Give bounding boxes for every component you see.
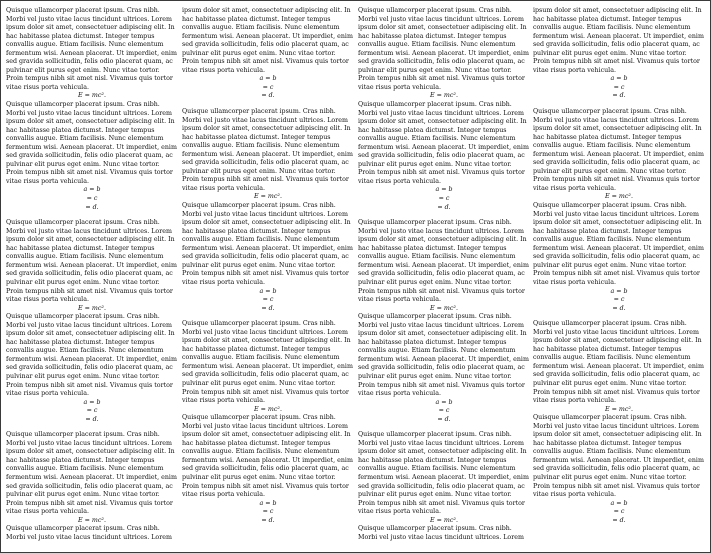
text-column-1 — [6, 7, 178, 547]
equation-line: = d. — [612, 516, 626, 524]
equation-line: E = mc². — [254, 405, 282, 413]
equation-line: = d. — [85, 203, 99, 211]
paragraph: ipsum dolor sit amet, consectetuer adipiscing elit. In hac habitasse platea dictumst. Integer tempus convallis augue. Etiam facilisis. Nunc elementum fermentum wisi. Aenean placerat. Ut imperdiet, enim sed gravida sollicitudin, felis odio placerat quam, ac pulvinar elit purus eget enim. Nunc vitae tortor. Proin tempus nibh sit amet nisl. Vivamus quis tortor vitae risus porta vehicula. — [533, 7, 704, 74]
paragraph: Quisque ullamcorper placerat ipsum. Cras nibh. Morbi vel justo vitae lacus tincidunt ultrices. Lorem ipsum dolor sit amet, consectetuer adipiscing elit. In hac habitasse platea dictumst. Integer tempus convallis augue. Etiam facilisis. Nunc elementum fermentum wisi. Aenean placerat. Ut imperdiet, enim sed gravida sollicitudin, felis odio placerat quam, ac pulvinar elit purus eget enim. Nunc vitae tortor. Proin tempus nibh sit amet nisl. Vivamus quis tortor vitae risus porta vehicula. — [358, 101, 529, 185]
equation-line: = c — [613, 296, 625, 304]
equation-line: E = mc². — [254, 193, 282, 201]
paragraph: Quisque ullamcorper placerat ipsum. Cras nibh. Morbi vel justo vitae lacus tincidunt ultrices. Lorem ipsum dolor sit amet, consectetuer adipiscing elit. In hac habitasse platea dictumst. Integer tempus convallis augue. Etiam facilisis. Nunc elementum fermentum wisi. Aenean placerat. Ut imperdiet, enim sed gravida sollicitudin, felis odio placerat quam, ac pulvinar elit purus eget enim. Nunc vitae tortor. Proin tempus nibh sit amet nisl. Vivamus quis tortor vitae risus porta vehicula. — [358, 219, 529, 304]
paragraph-gap — [358, 424, 530, 431]
paragraph: Quisque ullamcorper placerat ipsum. Cras nibh. Morbi vel justo vitae lacus tincidunt ultrices. Lorem ipsum dolor sit amet, consectetuer adipiscing elit. In hac habitasse platea dictumst. Integer tempus convallis augue. Etiam facilisis. Nunc elementum fermentum wisi. Aenean placerat. Ut imperdiet, enim sed gravida sollicitudin, felis odio placerat quam, ac pulvinar elit purus eget enim. Nunc vitae tortor. Proin tempus nibh sit amet nisl. Vivamus quis tortor vitae risus porta vehicula. — [6, 7, 177, 91]
equation-line: = c — [262, 83, 274, 91]
equation-line: E = mc². — [605, 193, 633, 201]
paragraph-gap — [533, 101, 705, 108]
equation-line: a = b — [83, 398, 101, 406]
paragraph: Quisque ullamcorper placerat ipsum. Cras nibh. Morbi vel justo vitae lacus tincidunt ultrices. Lorem ipsum dolor sit amet, consectetuer adipiscing elit. In hac habitasse platea dictumst. Integer tempus convallis augue. Etiam facilisis. Nunc elementum fermentum wisi. Aenean placerat. Ut imperdiet, enim sed gravida sollicitudin, felis odio placerat quam, ac pulvinar elit purus eget enim. Nunc vitae tortor. Proin tempus nibh sit amet nisl. Vivamus quis tortor vitae risus porta vehicula. — [182, 108, 353, 192]
paragraph: Quisque ullamcorper placerat ipsum. Cras nibh. Morbi vel justo vitae lacus tincidunt ultrices. Lorem ipsum dolor sit amet, consectetuer adipiscing elit. In hac habitasse platea dictumst. Integer tempus convallis augue. Etiam facilisis. Nunc elementum fermentum wisi. Aenean placerat. Ut imperdiet, enim sed gravida sollicitudin, felis odio placerat quam, ac pulvinar elit purus eget enim. Nunc vitae tortor. Proin tempus nibh sit amet nisl. Vivamus quis tortor vitae risus porta vehicula. — [533, 320, 704, 405]
equation-line: = d. — [612, 92, 626, 100]
equation-line: E = mc². — [78, 304, 106, 312]
paragraph-gap — [182, 313, 354, 320]
paragraph: Quisque ullamcorper placerat ipsum. Cras nibh. Morbi vel justo vitae lacus tincidunt ultrices. Lorem ipsum dolor sit amet, consectetuer adipiscing elit. In hac habitasse platea dictumst. Integer tempus convallis augue. Etiam facilisis. Nunc elementum fermentum wisi. Aenean placerat. Ut imperdiet, enim sed gravida sollicitudin, felis odio placerat quam, ac pulvinar elit purus eget enim. Nunc vitae tortor. Proin tempus nibh sit amet nisl. Vivamus quis tortor vitae risus porta vehicula. — [6, 313, 177, 398]
equation-line: = c — [86, 195, 98, 203]
text-column-4 — [533, 7, 705, 547]
equation-line: = d. — [261, 304, 275, 312]
equation-line: a = b — [259, 287, 277, 295]
text-column-3 — [358, 7, 530, 547]
equation-line: = c — [613, 83, 625, 91]
equation-line: = c — [613, 508, 625, 516]
text-column-2 — [182, 7, 354, 547]
paragraph: Quisque ullamcorper placerat ipsum. Cras nibh. Morbi vel justo vitae lacus tincidunt ultrices. Lorem ipsum dolor sit amet, consectetuer adipiscing elit. In hac habitasse platea dictumst. Integer tempus convallis augue. Etiam facilisis. Nunc elementum fermentum wisi. Aenean placerat. Ut imperdiet, enim sed gravida sollicitudin, felis odio placerat quam, ac pulvinar elit purus eget enim. Nunc vitae tortor. Proin tempus nibh sit amet nisl. Vivamus quis tortor vitae risus porta vehicula. — [182, 414, 353, 499]
paragraph: Quisque ullamcorper placerat ipsum. Cras nibh. Morbi vel justo vitae lacus tincidunt ultrices. Lorem ipsum dolor sit amet, consectetuer adipiscing elit. In hac habitasse platea dictumst. Integer tempus convallis augue. Etiam facilisis. Nunc elementum fermentum wisi. Aenean placerat. Ut imperdiet, enim sed gravida sollicitudin, felis odio placerat quam, ac pulvinar elit purus eget enim. Nunc vitae tortor. Proin tempus nibh sit amet nisl. Vivamus quis tortor vitae risus porta vehicula. — [182, 320, 353, 405]
paragraph: Quisque ullamcorper placerat ipsum. Cras nibh. Morbi vel justo vitae lacus tincidunt ultrices. Lorem ipsum dolor sit amet, consectetuer adipiscing elit. In hac habitasse platea dictumst. Integer tempus convallis augue. Etiam facilisis. Nunc elementum fermentum wisi. Aenean placerat. Ut imperdiet, enim sed gravida sollicitudin, felis odio placerat quam, ac pulvinar elit purus eget enim. Nunc vitae tortor. Proin tempus nibh sit amet nisl. Vivamus quis tortor vitae risus porta vehicula. — [6, 431, 177, 516]
paragraph: Quisque ullamcorper placerat ipsum. Cras nibh. Morbi vel justo vitae lacus tincidunt ultrices. Lorem ipsum dolor sit amet, consectetuer adipiscing elit. In hac habitasse platea dictumst. Integer tempus convallis augue. Etiam facilisis. Nunc elementum fermentum wisi. Aenean placerat. Ut imperdiet, enim sed gravida sollicitudin, felis odio placerat quam, ac pulvinar elit purus eget enim. Nunc vitae tortor. Proin tempus nibh sit amet nisl. Vivamus quis tortor vitae risus porta vehicula. — [182, 202, 353, 286]
equation-line: a = b — [435, 398, 453, 406]
equation-line: = c — [86, 407, 98, 415]
equation-line: = c — [438, 195, 450, 203]
equation-line: E = mc². — [78, 516, 106, 524]
paragraph: Quisque ullamcorper placerat ipsum. Cras nibh. Morbi vel justo vitae lacus tincidunt ultrices. Lorem ipsum dolor sit amet, consectetuer adipiscing elit. In hac habitasse platea dictumst. Integer tempus convallis augue. Etiam facilisis. Nunc elementum fermentum wisi. Aenean placerat. Ut imperdiet, enim sed gravida sollicitudin, felis odio placerat quam, ac pulvinar elit purus eget enim. Nunc vitae tortor. Proin tempus nibh sit amet nisl. Vivamus quis tortor vitae risus porta vehicula. — [533, 202, 704, 286]
equation-line: E = mc². — [430, 516, 458, 524]
paragraph: Quisque ullamcorper placerat ipsum. Cras nibh. Morbi vel justo vitae lacus tincidunt ultrices. Lorem — [6, 525, 172, 541]
equation-line: = d. — [437, 203, 451, 211]
paragraph: Quisque ullamcorper placerat ipsum. Cras nibh. Morbi vel justo vitae lacus tincidunt ultrices. Lorem ipsum dolor sit amet, consectetuer adipiscing elit. In hac habitasse platea dictumst. Integer tempus convallis augue. Etiam facilisis. Nunc elementum fermentum wisi. Aenean placerat. Ut imperdiet, enim sed gravida sollicitudin, felis odio placerat quam, ac pulvinar elit purus eget enim. Nunc vitae tortor. Proin tempus nibh sit amet nisl. Vivamus quis tortor vitae risus porta vehicula. — [358, 7, 529, 91]
paragraph-gap — [533, 313, 705, 320]
paragraph-gap — [6, 424, 178, 431]
paragraph: Quisque ullamcorper placerat ipsum. Cras nibh. Morbi vel justo vitae lacus tincidunt ultrices. Lorem ipsum dolor sit amet, consectetuer adipiscing elit. In hac habitasse platea dictumst. Integer tempus convallis augue. Etiam facilisis. Nunc elementum fermentum wisi. Aenean placerat. Ut imperdiet, enim sed gravida sollicitudin, felis odio placerat quam, ac pulvinar elit purus eget enim. Nunc vitae tortor. Proin tempus nibh sit amet nisl. Vivamus quis tortor vitae risus porta vehicula. — [533, 414, 704, 499]
equation-line: E = mc². — [430, 304, 458, 312]
equation-line: = d. — [261, 92, 275, 100]
equation-line: = c — [262, 508, 274, 516]
paragraph-gap — [182, 101, 354, 108]
paragraph-gap — [6, 212, 178, 219]
equation-line: a = b — [610, 287, 628, 295]
equation-line: = d. — [85, 415, 99, 423]
equation-line: a = b — [259, 75, 277, 83]
equation-line: a = b — [610, 75, 628, 83]
paragraph: Quisque ullamcorper placerat ipsum. Cras nibh. Morbi vel justo vitae lacus tincidunt ultrices. Lorem — [358, 525, 524, 541]
equation-line: = d. — [437, 415, 451, 423]
equation-line: = d. — [612, 304, 626, 312]
paragraph-gap — [358, 212, 530, 219]
paragraph: ipsum dolor sit amet, consectetuer adipiscing elit. In hac habitasse platea dictumst. Integer tempus convallis augue. Etiam facilisis. Nunc elementum fermentum wisi. Aenean placerat. Ut imperdiet, enim sed gravida sollicitudin, felis odio placerat quam, ac pulvinar elit purus eget enim. Nunc vitae tortor. Proin tempus nibh sit amet nisl. Vivamus quis tortor vitae risus porta vehicula. — [182, 7, 353, 74]
equation-line: a = b — [435, 186, 453, 194]
paragraph: Quisque ullamcorper placerat ipsum. Cras nibh. Morbi vel justo vitae lacus tincidunt ultrices. Lorem ipsum dolor sit amet, consectetuer adipiscing elit. In hac habitasse platea dictumst. Integer tempus convallis augue. Etiam facilisis. Nunc elementum fermentum wisi. Aenean placerat. Ut imperdiet, enim sed gravida sollicitudin, felis odio placerat quam, ac pulvinar elit purus eget enim. Nunc vitae tortor. Proin tempus nibh sit amet nisl. Vivamus quis tortor vitae risus porta vehicula. — [533, 108, 704, 192]
equation-line: = d. — [261, 516, 275, 524]
equation-line: = c — [438, 407, 450, 415]
paragraph: Quisque ullamcorper placerat ipsum. Cras nibh. Morbi vel justo vitae lacus tincidunt ultrices. Lorem ipsum dolor sit amet, consectetuer adipiscing elit. In hac habitasse platea dictumst. Integer tempus convallis augue. Etiam facilisis. Nunc elementum fermentum wisi. Aenean placerat. Ut imperdiet, enim sed gravida sollicitudin, felis odio placerat quam, ac pulvinar elit purus eget enim. Nunc vitae tortor. Proin tempus nibh sit amet nisl. Vivamus quis tortor vitae risus porta vehicula. — [6, 101, 177, 185]
equation-line: E = mc². — [430, 92, 458, 100]
paragraph: Quisque ullamcorper placerat ipsum. Cras nibh. Morbi vel justo vitae lacus tincidunt ultrices. Lorem ipsum dolor sit amet, consectetuer adipiscing elit. In hac habitasse platea dictumst. Integer tempus convallis augue. Etiam facilisis. Nunc elementum fermentum wisi. Aenean placerat. Ut imperdiet, enim sed gravida sollicitudin, felis odio placerat quam, ac pulvinar elit purus eget enim. Nunc vitae tortor. Proin tempus nibh sit amet nisl. Vivamus quis tortor vitae risus porta vehicula. — [6, 219, 177, 304]
paragraph: Quisque ullamcorper placerat ipsum. Cras nibh. Morbi vel justo vitae lacus tincidunt ultrices. Lorem ipsum dolor sit amet, consectetuer adipiscing elit. In hac habitasse platea dictumst. Integer tempus convallis augue. Etiam facilisis. Nunc elementum fermentum wisi. Aenean placerat. Ut imperdiet, enim sed gravida sollicitudin, felis odio placerat quam, ac pulvinar elit purus eget enim. Nunc vitae tortor. Proin tempus nibh sit amet nisl. Vivamus quis tortor vitae risus porta vehicula. — [358, 313, 529, 398]
equation-line: a = b — [83, 186, 101, 194]
equation-line: a = b — [610, 499, 628, 507]
equation-line: E = mc². — [78, 92, 106, 100]
equation-line: E = mc². — [605, 405, 633, 413]
paragraph: Quisque ullamcorper placerat ipsum. Cras nibh. Morbi vel justo vitae lacus tincidunt ultrices. Lorem ipsum dolor sit amet, consectetuer adipiscing elit. In hac habitasse platea dictumst. Integer tempus convallis augue. Etiam facilisis. Nunc elementum fermentum wisi. Aenean placerat. Ut imperdiet, enim sed gravida sollicitudin, felis odio placerat quam, ac pulvinar elit purus eget enim. Nunc vitae tortor. Proin tempus nibh sit amet nisl. Vivamus quis tortor vitae risus porta vehicula. — [358, 431, 529, 516]
equation-line: = c — [262, 296, 274, 304]
equation-line: a = b — [259, 499, 277, 507]
